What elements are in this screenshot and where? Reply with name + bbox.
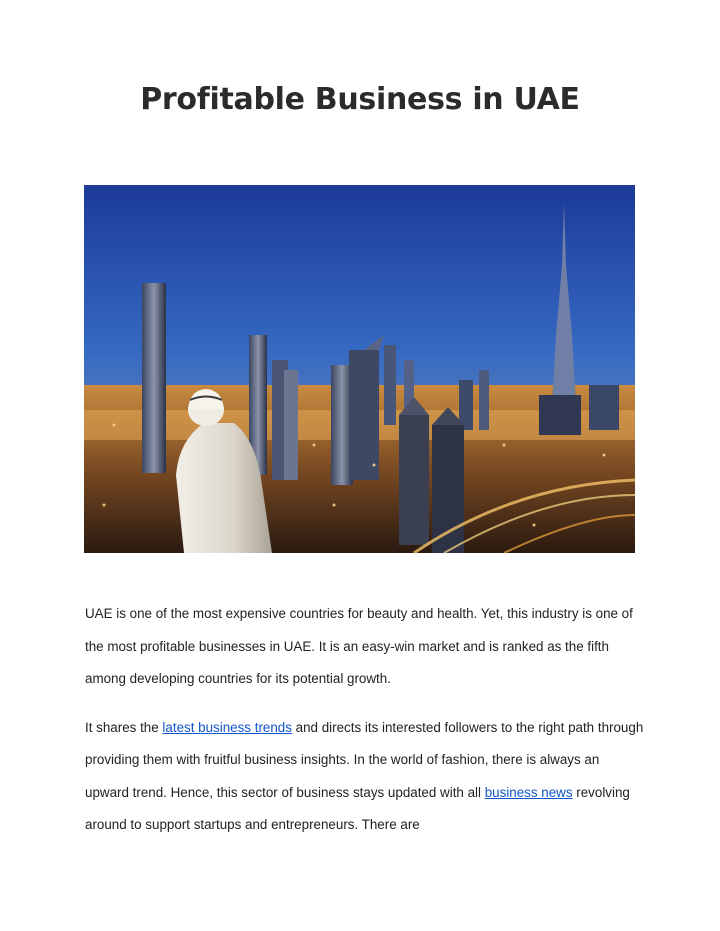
latest-business-trends-link[interactable]: latest business trends — [162, 719, 292, 735]
paragraph-text: revolving around to support startups and entrepreneurs. There are — [85, 784, 630, 832]
page-title: Profitable Business in UAE — [140, 82, 580, 117]
paragraph — [85, 712, 645, 842]
hero-image — [84, 185, 635, 553]
paragraph: UAE is one of the most expensive countries for beauty and health. Yet, this industry is one of the most profitable businesses in UAE. It is an easy-win market and is ranked as the fifth among developing countries for its potential growth. — [85, 606, 633, 686]
city-skyline-image — [84, 185, 635, 553]
business-news-link[interactable]: business news — [484, 784, 573, 800]
article-body — [85, 598, 645, 842]
paragraph-text: It shares the — [85, 719, 163, 735]
paragraph-text: and directs its interested followers to the right path through providing them with fruitful business insights. In the world of fashion, there is always an upward trend. Hence, this sector of business stays updated with all — [85, 719, 644, 800]
